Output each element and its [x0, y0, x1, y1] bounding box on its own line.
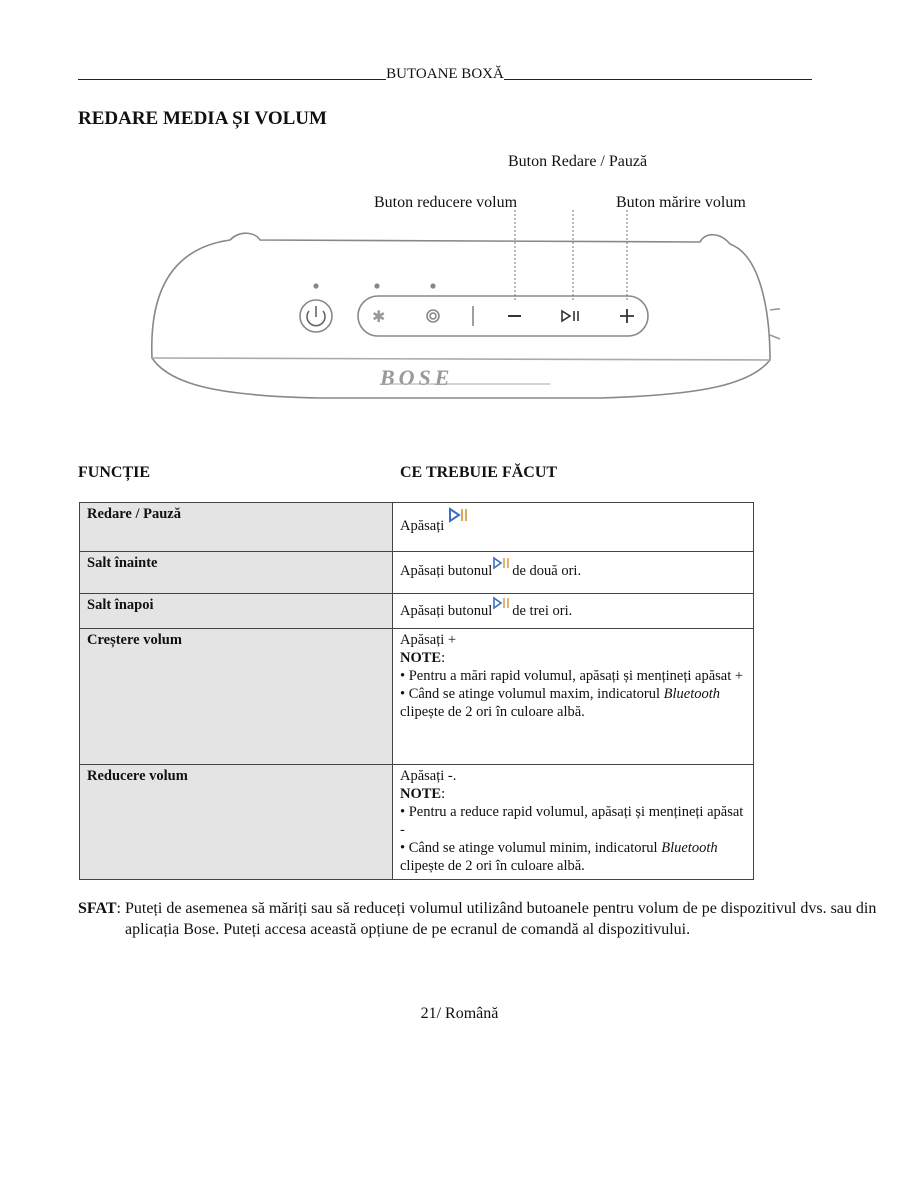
volume-up-icon: [620, 309, 634, 323]
play-pause-icon: [562, 311, 578, 321]
section-title: REDARE MEDIA ȘI VOLUM: [78, 108, 327, 129]
play-pause-icon: [448, 507, 470, 523]
action-cell: Apăsați butonul de două ori.: [393, 552, 754, 594]
running-header: [78, 66, 812, 83]
functions-table: [79, 502, 754, 880]
control-strip: [358, 296, 648, 336]
action-cell: Apăsați butonul de trei ori.: [393, 594, 754, 629]
action-cell: Apăsați + NOTE: • Pentru a mări rapid volumul, apăsați și mențineți apăsat + • Când se atinge volumul maxim, indicatorul Bluetooth clipește de 2 ori în culoare albă.: [393, 629, 754, 765]
table-row: [80, 594, 754, 629]
function-cell: Redare / Pauză: [80, 503, 393, 552]
tip-paragraph: SFAT: Puteți de asemenea să măriți sau să reduceți volumul utilizând butoanele pentru volum de pe dispozitivul dvs. sau din aplicația Bose. Puteți accesa această opțiune de pe ecranul de comandă al dispozitivului.: [78, 900, 877, 938]
column-header-function: FUNCȚIE: [78, 464, 151, 481]
bluetooth-icon: ✱: [372, 309, 386, 326]
label-volume-up: Buton mărire volum: [616, 194, 746, 211]
function-cell: Reducere volum: [80, 765, 393, 880]
table-row: [80, 552, 754, 594]
table-row: [80, 503, 754, 552]
column-header-action: CE TREBUIE FĂCUT: [400, 464, 558, 481]
function-cell: Salt înainte: [80, 552, 393, 594]
speaker-diagram: [140, 210, 780, 400]
function-cell: Salt înapoi: [80, 594, 393, 629]
function-cell: Creștere volum: [80, 629, 393, 765]
action-cell: Apăsați: [393, 503, 754, 552]
play-pause-icon: [492, 596, 512, 610]
label-play-pause: Buton Redare / Pauză: [508, 153, 648, 170]
bose-logo: BOSE: [380, 365, 454, 390]
page-footer: 21/ Română: [420, 1005, 499, 1022]
play-pause-icon: [492, 556, 512, 570]
table-row: [80, 629, 754, 765]
action-cell: Apăsați -. NOTE: • Pentru a reduce rapid volumul, apăsați și mențineți apăsat - • Când se atinge volumul minim, indicatorul Bluetooth clipește de 2 ori în culoare albă.: [393, 765, 754, 880]
label-volume-down: Buton reducere volum: [374, 194, 518, 211]
header-text: BUTOANE BOXĂ: [386, 66, 504, 82]
table-row: [80, 765, 754, 880]
